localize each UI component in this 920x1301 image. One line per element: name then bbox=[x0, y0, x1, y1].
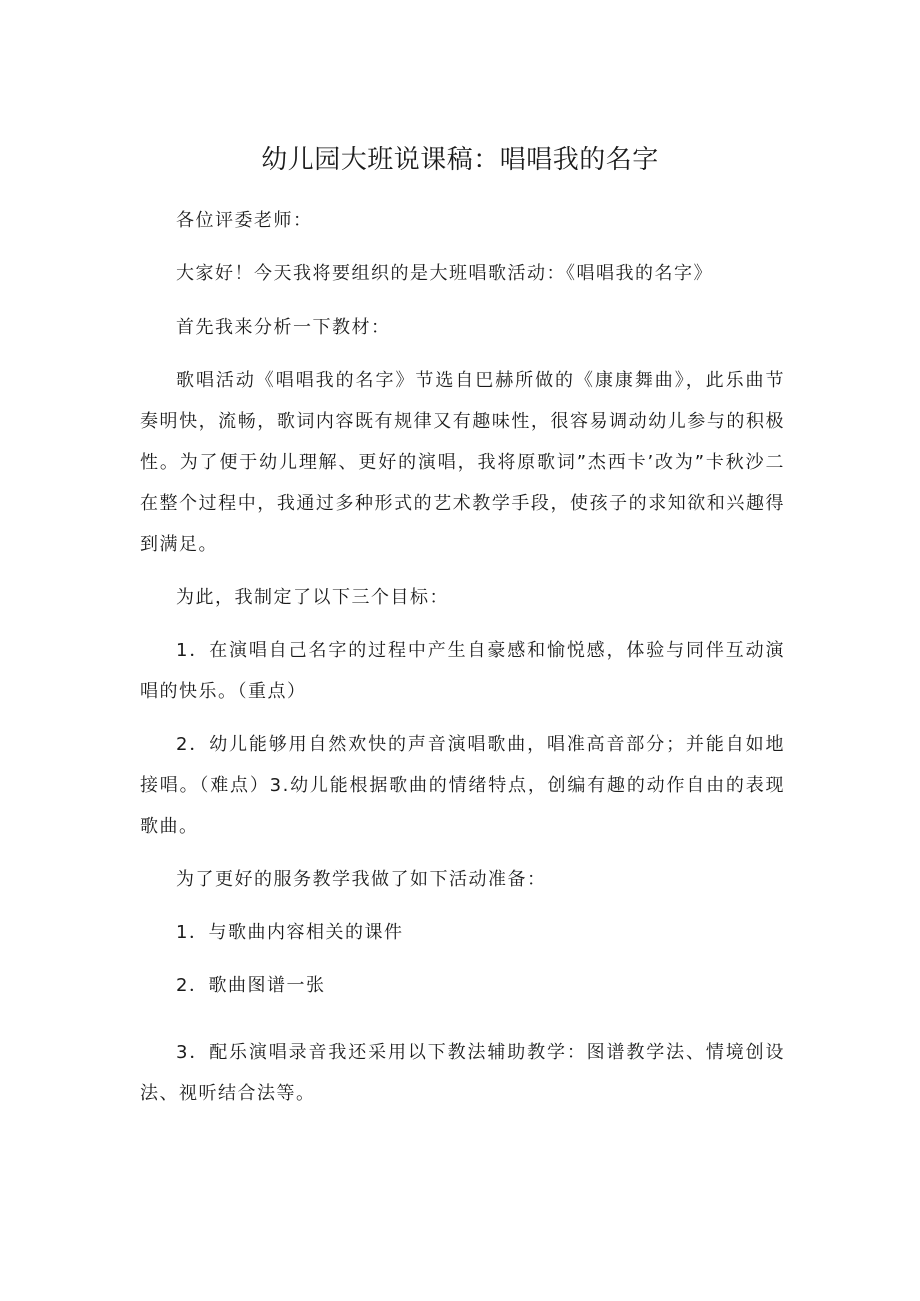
paragraph-goal-1: 1．在演唱自己名字的过程中产生自豪感和愉悦感，体验与同伴互动演唱的快乐。（重点） bbox=[140, 640, 785, 702]
paragraph-prep-1: 1．与歌曲内容相关的课件 bbox=[176, 922, 404, 943]
paragraph-prep-2: 2．歌曲图谱一张 bbox=[176, 975, 326, 996]
paragraph-goal-2-3: 2．幼儿能够用自然欢快的声音演唱歌曲，唱准高音部分；并能自如地接唱。（难点）3.幼儿能根据歌曲的情绪特点，创编有趣的动作自由的表现歌曲。 bbox=[140, 734, 785, 837]
paragraph-analysis-heading: 首先我来分析一下教材： bbox=[176, 317, 391, 338]
paragraph-greeting: 各位评委老师： bbox=[176, 210, 313, 231]
paragraph-prep-3-methods: 3．配乐演唱录音我还采用以下教法辅助教学：图谱教学法、情境创设法、视听结合法等。 bbox=[140, 1042, 785, 1104]
paragraph-preparation-heading: 为了更好的服务教学我做了如下活动准备： bbox=[176, 869, 547, 890]
paragraph-goals-heading: 为此，我制定了以下三个目标： bbox=[176, 587, 449, 608]
paragraph-intro: 大家好！今天我将要组织的是大班唱歌活动：《唱唱我的名字》 bbox=[176, 263, 713, 284]
document-title: 幼儿园大班说课稿：唱唱我的名字 bbox=[261, 145, 659, 175]
document-body bbox=[140, 200, 785, 1114]
paragraph-material-analysis: 歌唱活动《唱唱我的名字》节选自巴赫所做的《康康舞曲》，此乐曲节奏明快，流畅，歌词内容既有规律又有趣味性，很容易调动幼儿参与的积极性。为了便于幼儿理解、更好的演唱，我将原歌词”杰西卡’改为”卡秋沙二在整个过程中，我通过多种形式的艺术教学手段，使孩子的求知欲和兴趣得到满足。 bbox=[140, 370, 785, 555]
